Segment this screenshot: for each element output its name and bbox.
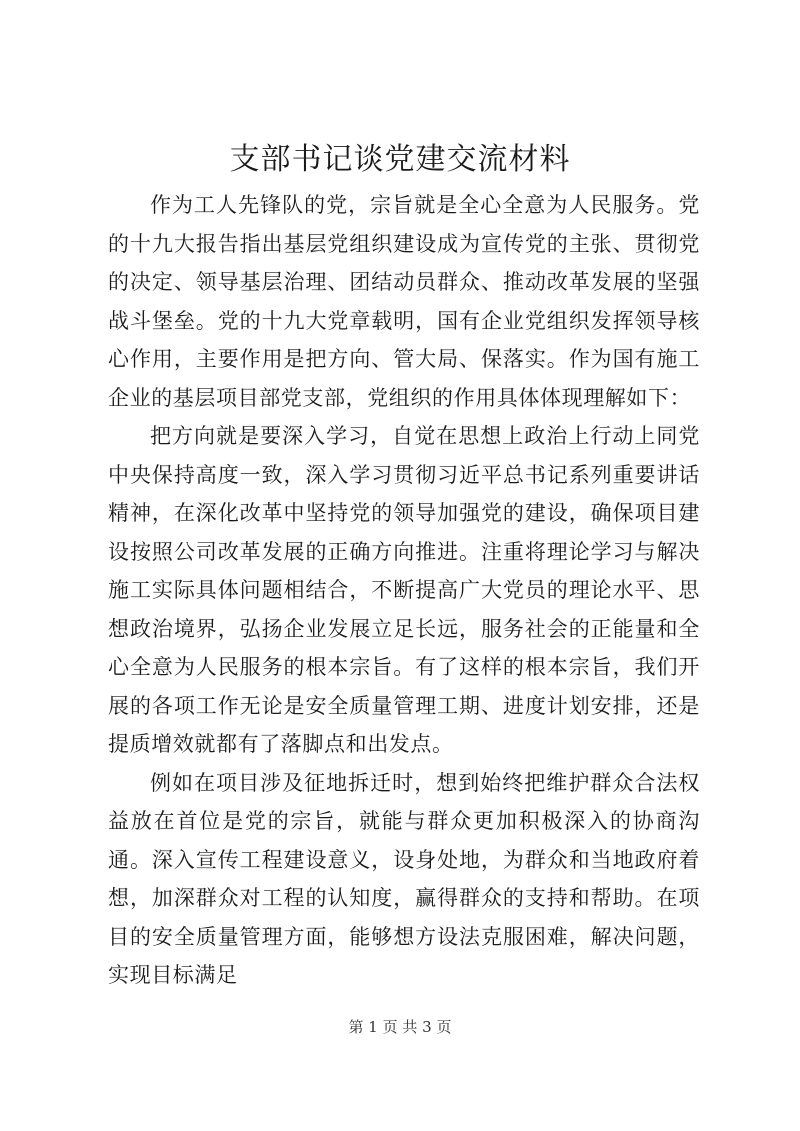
page-number-footer: 第 1 页 共 3 页 [348,1018,452,1036]
paragraph-2: 把方向就是要深入学习，自觉在思想上政治上行动上同党中央保持高度一致，深入学习贯彻习近平总书记系列重要讲话精神，在深化改革中坚持党的领导加强党的建设，确保项目建设按照公司改革发展的正确方向推进。注重将理论学习与解决施工实际具体问题相结合，不断提高广大党员的理论水平、思想政治境界，弘扬企业发展立足长远，服务社会的正能量和全心全意为人民服务的根本宗旨。有了这样的根本宗旨，我们开展的各项工作无论是安全质量管理工期、进度计划安排，还是提质增效就都有了落脚点和出发点。 [108,424,700,756]
document-body [108,186,700,995]
document-title: 支部书记谈党建交流材料 [229,142,571,177]
paragraph-3: 例如在项目涉及征地拆迁时，想到始终把维护群众合法权益放在首位是党的宗旨，就能与群众更加积极深入的协商沟通。深入宣传工程建设意义，设身处地，为群众和当地政府着想，加深群众对工程的认知度，赢得群众的支持和帮助。在项目的安全质量管理方面，能够想方设法克服困难，解决问题，实现目标满足 [108,770,700,987]
paragraph-1: 作为工人先锋队的党，宗旨就是全心全意为人民服务。党的十九大报告指出基层党组织建设成为宣传党的主张、贯彻党的决定、领导基层治理、团结动员群众、推动改革发展的坚强战斗堡垒。党的十九大党章载明，国有企业党组织发挥领导核心作用，主要作用是把方向、管大局、保落实。作为国有施工企业的基层项目部党支部，党组织的作用具体体现理解如下： [108,193,700,410]
